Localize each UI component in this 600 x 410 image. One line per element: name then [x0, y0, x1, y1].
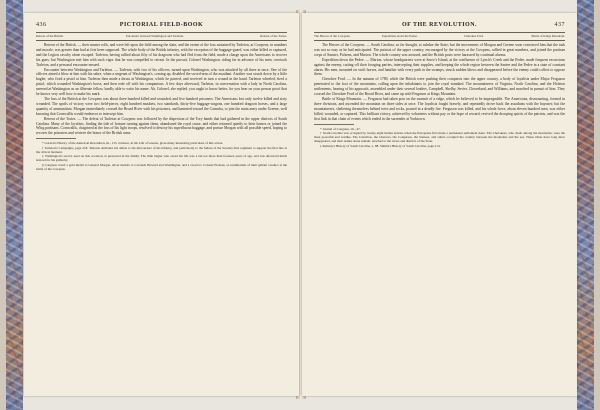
right-subhead-4: Battle of Kings Mountain. — [531, 34, 565, 38]
right-subhead-1: The Heroes of the Cowpens. — [314, 34, 351, 38]
footnote: § Congress voted a gold medal to General Morgan, silver medals to Colonels Howard and Washington, and a sword to Colonel Pickens, as testimonials of their gallant conduct at the battle of the Cowpens. — [36, 162, 287, 171]
left-running-title: PICTORIAL FIELD-BOOK — [119, 22, 204, 28]
right-subhead-3: Cherokee Ford. — [464, 34, 484, 38]
footnote: † South Carolina was occupied by twenty-eight Indian nations when the Europeans first made a permanent settlement there. The Cherokees, who dwelt among the mountains, were the most powerful and warlike. The Catawbas, the Cheraws, the Congarees, the Santees, and others occupied the country between the mountains and the sea. These tribes have long since disappeared, and their names alone remain, attached to the rivers and districts of the State. — [314, 130, 565, 144]
right-footnotes — [314, 127, 565, 148]
footnote-rule — [314, 124, 354, 125]
left-footnotes — [36, 141, 287, 171]
cover-board-right — [594, 0, 600, 410]
marbled-endpaper-right — [577, 0, 594, 410]
left-page — [24, 13, 299, 396]
left-subhead-2: Encounter between Washington and Tarleton. — [126, 34, 184, 38]
left-subhead-1: Retreat of the British. — [36, 34, 64, 38]
left-subheads — [36, 32, 287, 41]
right-page-number: 437 — [554, 22, 565, 28]
right-running-head — [314, 22, 565, 32]
right-subhead-2: Expedition down the Pedee. — [382, 34, 418, 38]
footnote: ‡ Ramsay's History of South Carolina, i., 88. Simms's History of South Carolina, page 214. — [320, 143, 441, 148]
left-paragraph: Retreat of the Tories. — The defeat of Tarleton at Cowpens was followed by the dispersion of the Tory bands that had gathered in the upper districts of South Carolina. Many of the loyalists, finding the tide of fortune turning against them, abandoned the royal cause, and either returned quietly to their homes or joined the Whig partisans. Cornwallis, chagrined at the loss of his light troops, resolved to destroy his superfluous baggage, and pursue Morgan with all possible speed, hoping to recover the prisoners and retrieve the honor of the British arms. — [36, 116, 287, 136]
left-running-head — [36, 22, 287, 32]
right-body-text — [314, 43, 565, 148]
right-page — [302, 13, 577, 396]
footnote: * Gordon's History of the American Revolution, iii., 155. Johnson, in his Life of Greene, gives many interesting particulars of this action. — [42, 141, 224, 146]
footnote: * Journal of Congress, vii., 47. — [320, 126, 361, 131]
left-body-text — [36, 43, 287, 171]
marbled-endpaper-left — [6, 0, 23, 410]
right-subheads — [314, 32, 565, 41]
left-paragraph: Retreat of the British. — their muster rolls, and were left upon the field among the slain; and the extent of the loss sustained by Tarleton, at Cowpens, in numbers and morale, was greater than had at first been supposed. The whole body of the British infantry, with the exception of the baggage-guard, was either killed or captured, and the Legion cavalry alone escaped. Tarleton, having rallied about fifty of his dragoons who had fled from the field, made a charge upon the Americans to recover his guns; but Washington met him with such vigor that he was compelled to retreat. In the pursuit, Colonel Washington, riding far in advance of his men, overtook Tarleton, and a personal encounter ensued. — [36, 43, 287, 67]
footnote: ‡ Washington's sword, used on this occasion, is preserved in the family. The little bugler who saved his life was a lad not more than fourteen years of age, and was afterward much noticed for his gallantry. — [36, 154, 287, 163]
right-running-title: OF THE REVOLUTION. — [401, 22, 478, 28]
right-paragraph: Cherokee Ford. — In the autumn of 1780, while the British were pushing their conquests into the upper country, a body of loyalists under Major Ferguson penetrated to the foot of the mountains, calling upon the inhabitants to join the royal standard. The mountaineers of Virginia, North Carolina, and the Holston settlements, hearing of his approach, assembled under their several leaders, Campbell, Shelby, Sevier, Cleaveland, and Williams, and marched in pursuit of him. They crossed the Cherokee Ford of the Broad River, and came up with Ferguson at Kings Mountain. — [314, 77, 565, 97]
left-paragraph: Encounter between Washington and Tarleton. — Tarleton, with two of his officers, turned upon Washington, who was attacked by all three at once. One of the officers aimed a blow at him with his sabre, when a sergeant of Washington's, coming up, disabled the sword-arm of the assailant. Another was struck down by a little bugler, who fired a pistol at him. Tarleton then made a thrust at Washington, which he parried, and received in turn a wound in the hand. Tarleton wheeled, fired a pistol, which wounded Washington's horse, and then rode off with his companions. A few days afterward, Tarleton, in conversation with a lady in North Carolina, sneered at Washington as an illiterate fellow, hardly able to write his name. Ah, Colonel, she replied, you ought to know better, for you bear on your person proof that he knows very well how to make his mark. — [36, 67, 287, 97]
left-subhead-3: Retreat of the Tories. — [260, 34, 287, 38]
left-page-number: 436 — [36, 22, 47, 28]
footnote: † Tarleton's Campaigns, page 218. Tarleton attributes his defeat to the misconduct of his infantry, and particularly to the failure of the Seventy-first regiment to support the first line at the critical moment. — [36, 145, 287, 154]
right-paragraph: Expedition down the Pedee. — Marion, whose headquarters were at Snow's Island, at the confluence of Lynch's Creek and the Pedee, made frequent excursions against the enemy, cutting off their foraging parties, intercepting their supplies, and keeping the whole region between the Santee and the Pedee in a state of constant alarm. His men, mounted on swift horses, and familiar with every path in the swamps, struck sudden blows and disappeared before the enemy could collect to oppose them. — [314, 57, 565, 77]
right-paragraph: Battle of Kings Mountain. — Ferguson had taken post on the summit of a ridge, which he believed to be impregnable. The Americans, dismounting, formed in three divisions, and ascended the mountain on three sides at once. The loyalists fought bravely, and repeatedly drove back the assailants with the bayonet; but the mountaineers, sheltering themselves behind trees and rocks, poured in a deadly fire. Ferguson was killed, and his whole force, about eleven hundred men, was either killed, wounded, or captured. This brilliant victory, achieved by volunteers without pay or the hope of reward, revived the drooping spirits of the patriots, and was the first link in that chain of events which ended in the surrender at Yorktown. — [314, 96, 565, 121]
footnote-rule — [36, 138, 76, 139]
right-paragraph: The Heroes of the Cowpens. — South Carolina, so far thought, to subdue the State; but the movements of Morgan and Greene soon convinced him that the task was not so easy as he had anticipated. The patriots of the upper country, encouraged by the victory at the Cowpens, rallied in great numbers, and joined the partisan corps of Sumter, Pickens, and Marion. The whole country was aroused, and the British posts were harassed by continual alarms. — [314, 43, 565, 57]
left-paragraph: The loss of the British at the Cowpens was about three hundred killed and wounded, and five hundred prisoners. The Americans lost only twelve killed and sixty wounded. The spoils of victory were two field-pieces, eight hundred muskets, two standards, thirty-five baggage-wagons, one hundred dragoon horses, and a large quantity of ammunition. Morgan immediately crossed the Broad River with his prisoners, and hastened toward the Catawba, to join the main army under Greene, well knowing that Cornwallis would endeavor to intercept him. — [36, 96, 287, 116]
